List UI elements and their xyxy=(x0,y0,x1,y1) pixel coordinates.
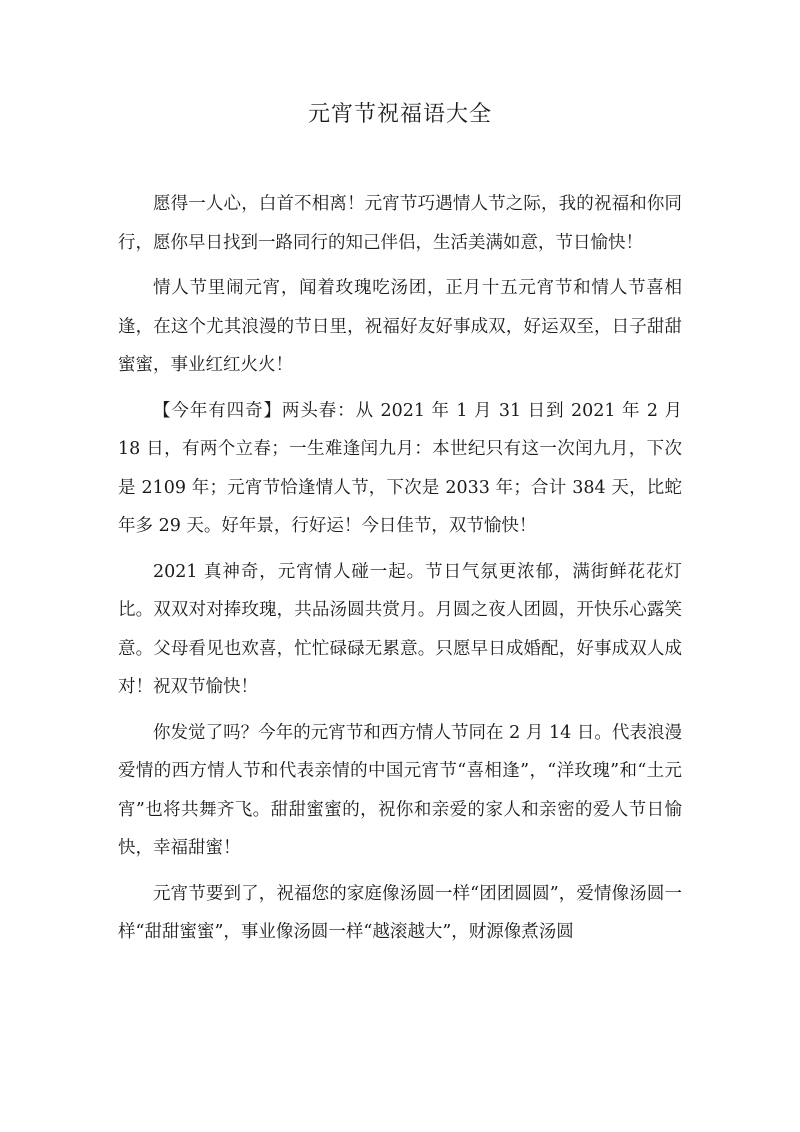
paragraph-3: 【今年有四奇】两头春：从 2021 年 1 月 31 日到 2021 年 2 月 18 日，有两个立春；一生难逢闰九月：本世纪只有这一次闰九月，下次是 2109 年；元宵节恰逢情人节，下次是 2033 年；合计 384 天，比蛇年多 29 天。好年景，行好运！今日佳节，双节愉快！ xyxy=(118,400,682,536)
paragraph-4: 2021 真神奇，元宵情人碰一起。节日气氛更浓郁，满街鲜花花灯比。双双对对捧玫瑰，共品汤圆共赏月。月圆之夜人团圆，开快乐心露笑意。父母看见也欢喜，忙忙碌碌无累意。只愿早日成婚配，好事成双人成对！祝双节愉快！ xyxy=(118,561,682,697)
paragraph-6: 元宵节要到了，祝福您的家庭像汤圆一样“团团圆圆”，爱情像汤圆一样“甜甜蜜蜜”，事业像汤圆一样“越滚越大”，财源像煮汤圆 xyxy=(118,883,682,942)
paragraph-1: 愿得一人心，白首不相离！元宵节巧遇情人节之际，我的祝福和你同行，愿你早日找到一路同行的知己伴侣，生活美满如意，节日愉快！ xyxy=(118,194,682,253)
paragraph-2: 情人节里闹元宵，闻着玫瑰吃汤团，正月十五元宵节和情人节喜相逢，在这个尤其浪漫的节日里，祝福好友好事成双，好运双至，日子甜甜蜜蜜，事业红红火火！ xyxy=(118,278,682,375)
document-title: 元宵节祝福语大全 xyxy=(307,102,492,127)
paragraph-5: 你发觉了吗？今年的元宵节和西方情人节同在 2 月 14 日。代表浪漫爱情的西方情人节和代表亲情的中国元宵节“喜相逢”，“洋玫瑰”和“土元宵”也将共舞齐飞。甜甜蜜蜜的，祝你和亲爱的家人和亲密的爱人节日愉快，幸福甜蜜！ xyxy=(118,722,682,858)
